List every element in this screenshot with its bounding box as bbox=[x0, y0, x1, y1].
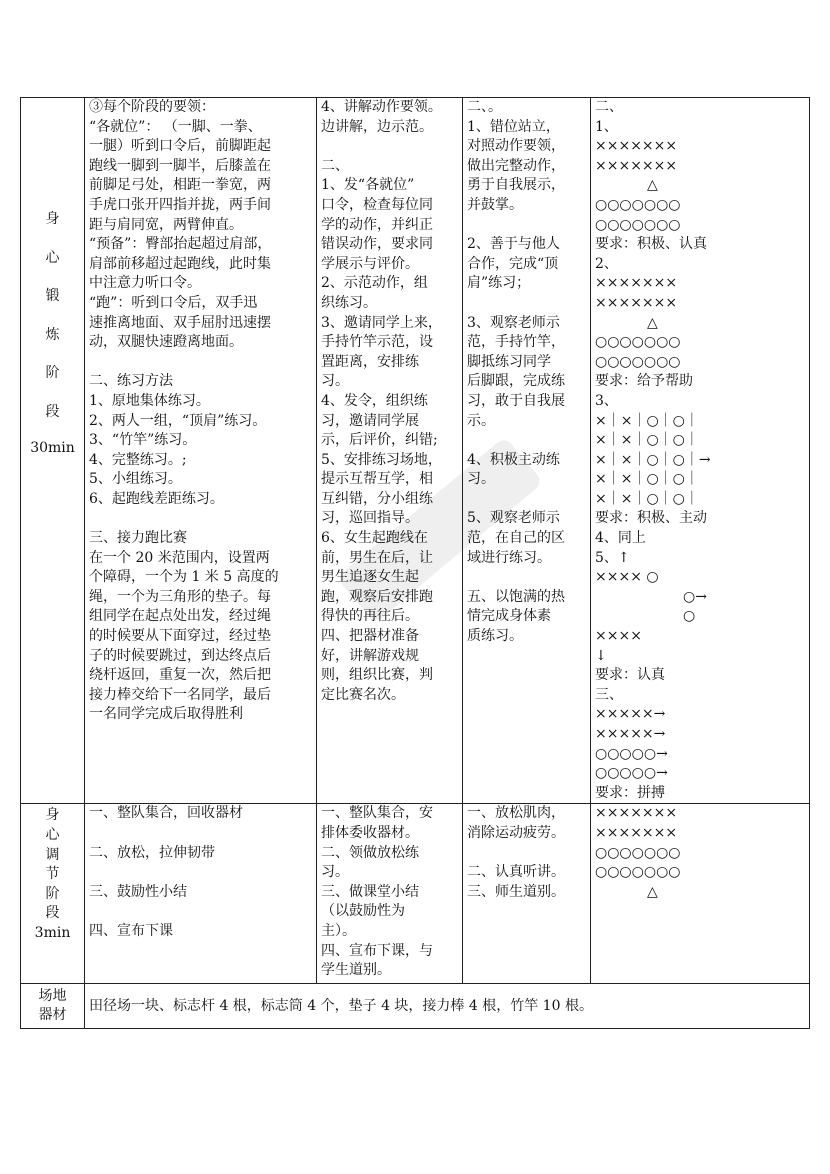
text-line: 示，后评价，纠错; bbox=[321, 432, 438, 449]
text-line: 习。 bbox=[467, 471, 495, 488]
text-line: ○○○○○○○ bbox=[595, 353, 681, 370]
teacher-activity-cell bbox=[317, 98, 463, 804]
text-line: 二、领做放松练 bbox=[321, 844, 419, 861]
text-line: “各就位”： （一脚、一拳、 bbox=[89, 118, 262, 135]
text-line: 5、↑ bbox=[595, 549, 630, 566]
text-line: 得快的再往后。 bbox=[321, 608, 419, 625]
text-line: 范，在自己的区 bbox=[467, 530, 565, 547]
text-line: ○ bbox=[683, 608, 696, 625]
text-line: 合作，完成“顶 bbox=[467, 255, 559, 272]
text-line: 要求：拼搏 bbox=[595, 784, 665, 801]
text-line: 四、宣布下课，与 bbox=[321, 942, 433, 959]
text-line: 范，手持竹竿， bbox=[467, 334, 565, 351]
text-line: ○○○○○○○ bbox=[595, 844, 681, 861]
text-line: 要求：积极、认真 bbox=[595, 236, 707, 253]
organization-cell bbox=[591, 804, 810, 984]
text-line: 肩部前移超过起跑线，此时集 bbox=[89, 255, 271, 272]
teacher-activity-cell bbox=[317, 804, 463, 984]
text-line: ○○○○○○○ bbox=[595, 334, 681, 351]
text-line: ×｜×｜○｜○｜→ bbox=[595, 451, 711, 468]
text-line: 男生追逐女生起 bbox=[321, 569, 419, 586]
text-line: 3、观察老师示 bbox=[467, 314, 560, 331]
text-line: ○○○○○→ bbox=[595, 765, 668, 782]
text-line: 口令，检查每位同 bbox=[321, 196, 433, 213]
text-line: 绕杆返回，重复一次，然后把 bbox=[89, 667, 271, 684]
text-line: “预备”：臀部抬起超过肩部， bbox=[89, 236, 272, 253]
text-line: 3、邀请同学上来， bbox=[321, 314, 442, 331]
text-line: 跑线一脚到一脚半，后膝盖在 bbox=[89, 157, 271, 174]
text-line: 2、两人一组，“顶肩”练习。 bbox=[89, 412, 267, 429]
text-line bbox=[467, 568, 586, 588]
text-line: 置距离，安排练 bbox=[321, 353, 419, 370]
text-line: 一、整队集合，安 bbox=[321, 805, 433, 822]
text-line: 5、安排练习场地， bbox=[321, 451, 442, 468]
text-line: 1、原地集体练习。 bbox=[89, 392, 210, 409]
text-line: 二、 bbox=[595, 99, 623, 115]
text-line: 习，巡回指导。 bbox=[321, 510, 419, 527]
text-line: 手持竹竿示范，设 bbox=[321, 334, 433, 351]
text-line bbox=[89, 863, 312, 883]
text-line: 前，男生在后，让 bbox=[321, 549, 433, 566]
text-line: 1、发“各就位” bbox=[321, 177, 415, 194]
text-line: 1、 bbox=[595, 118, 618, 135]
text-line: 三、师生道别。 bbox=[467, 883, 565, 900]
text-line: 3、“竹竿”练习。 bbox=[89, 432, 197, 449]
table-row-exercise-stage bbox=[21, 98, 810, 804]
content-cell bbox=[85, 804, 317, 984]
text-line: 做出完整动作， bbox=[467, 157, 565, 174]
text-line: 错误动作，要求同 bbox=[321, 236, 433, 253]
text-line: 学的动作，并纠正 bbox=[321, 216, 433, 233]
text-line: ××××××× bbox=[595, 805, 678, 822]
organization-cell bbox=[591, 98, 810, 804]
text-line: 五、以饱满的热 bbox=[467, 588, 565, 605]
text-line: 情完成身体素 bbox=[467, 608, 551, 625]
text-line: ×××× bbox=[595, 628, 642, 645]
text-line: 要求：认真 bbox=[595, 667, 665, 684]
text-line: 后脚跟，完成练 bbox=[467, 373, 565, 390]
text-line: 2、善于与他人 bbox=[467, 236, 560, 253]
text-line: 互纠错，分小组练 bbox=[321, 490, 433, 507]
text-line: 学生道别。 bbox=[321, 962, 391, 979]
text-line: ×××××→ bbox=[595, 706, 666, 723]
text-line bbox=[467, 216, 586, 236]
text-line: 距与肩同宽，两臂伸直。 bbox=[89, 216, 243, 233]
text-line: 2、示范动作，组 bbox=[321, 275, 428, 292]
text-line: 手虎口张开四指并拢，两手间 bbox=[89, 196, 271, 213]
text-line: 习，敢于自我展 bbox=[467, 392, 565, 409]
text-line: 6、女生起跑线在 bbox=[321, 530, 428, 547]
text-line: 一名同学完成后取得胜利 bbox=[89, 706, 243, 723]
text-line: 域进行练习。 bbox=[467, 549, 551, 566]
text-line bbox=[467, 294, 586, 314]
text-line: 则，组织比赛，判 bbox=[321, 667, 433, 684]
text-line: 要求：给予帮助 bbox=[595, 373, 693, 390]
table-row-cooldown-stage bbox=[21, 804, 810, 984]
text-line: 中注意力听口令。 bbox=[89, 275, 201, 292]
text-line: △ bbox=[647, 883, 658, 900]
content-cell bbox=[85, 98, 317, 804]
text-line: 5、小组练习。 bbox=[89, 471, 182, 488]
text-line: 二、 bbox=[321, 157, 349, 174]
text-line: ○→ bbox=[683, 588, 707, 605]
text-line: 边讲解，边示范。 bbox=[321, 118, 433, 135]
text-line: 一、整队集合，回收器材 bbox=[89, 805, 243, 822]
text-line: 6、起跑线差距练习。 bbox=[89, 490, 224, 507]
text-line bbox=[467, 490, 586, 510]
text-line: △ bbox=[647, 314, 658, 331]
text-line: 4、讲解动作要领。 bbox=[321, 99, 442, 115]
text-line: ③每个阶段的要领： bbox=[89, 99, 215, 115]
text-line: 消除运动疲劳。 bbox=[467, 824, 565, 841]
text-line bbox=[89, 353, 312, 373]
text-line: 三、 bbox=[595, 686, 623, 703]
text-line: 对照动作要领， bbox=[467, 138, 565, 155]
text-line: 绳，一个为三角形的垫子。每 bbox=[89, 588, 271, 605]
text-line: 并鼓掌。 bbox=[467, 196, 523, 213]
text-line: 动，双腿快速蹬离地面。 bbox=[89, 334, 243, 351]
text-line: 4、完整练习。; bbox=[89, 451, 187, 468]
text-line: 习。 bbox=[321, 373, 349, 390]
text-line: 要求：积极、主动 bbox=[595, 510, 707, 527]
text-line: 脚抵练习同学 bbox=[467, 353, 551, 370]
stage-cell: 身 心 调 节 阶 段 3min bbox=[21, 804, 85, 984]
text-line: 二、放松，拉伸韧带 bbox=[89, 844, 215, 861]
text-line: ×｜×｜○｜○｜ bbox=[595, 432, 699, 449]
text-line: ○○○○○○○ bbox=[595, 196, 681, 213]
text-line: 习，邀请同学展 bbox=[321, 412, 419, 429]
text-line: 三、鼓励性小结 bbox=[89, 883, 187, 900]
text-line: ×｜×｜○｜○｜ bbox=[595, 490, 699, 507]
text-line: 三、接力跑比赛 bbox=[89, 530, 187, 547]
text-line: 接力棒交给下一名同学，最后 bbox=[89, 686, 271, 703]
student-activity-cell bbox=[463, 98, 591, 804]
text-line: 一腿）听到口令后，前脚距起 bbox=[89, 138, 271, 155]
text-line: 速推离地面、双手屈肘迅速摆 bbox=[89, 314, 271, 331]
text-line: 提示互帮互学，相 bbox=[321, 471, 433, 488]
text-line: 定比赛名次。 bbox=[321, 686, 405, 703]
text-line: 学展示与评价。 bbox=[321, 255, 419, 272]
text-line: ○○○○○→ bbox=[595, 745, 668, 762]
text-line: ××××××× bbox=[595, 275, 678, 292]
text-line: 二、。 bbox=[467, 99, 502, 115]
text-line: ○○○○○○○ bbox=[595, 216, 681, 233]
text-line: 3、 bbox=[595, 392, 618, 409]
text-line bbox=[467, 431, 586, 451]
text-line: ×××××→ bbox=[595, 726, 666, 742]
text-line: 二、认真听讲。 bbox=[467, 864, 565, 881]
text-line: 肩”练习； bbox=[467, 275, 531, 292]
text-line: 在一个 20 米范围内，设置两 bbox=[89, 549, 270, 566]
stage-time: 30min bbox=[30, 440, 75, 456]
text-line: 的时候要从下面穿过，经过垫 bbox=[89, 628, 271, 645]
text-line: （以鼓励性为 bbox=[321, 903, 405, 920]
text-line: 跑，观察后安排跑 bbox=[321, 588, 433, 605]
text-line: 一、放松肌肉， bbox=[467, 805, 565, 822]
text-line bbox=[89, 824, 312, 844]
student-activity-cell bbox=[463, 804, 591, 984]
lesson-table bbox=[20, 97, 810, 1029]
text-line: ××××××× bbox=[595, 138, 678, 155]
text-line: 子的时候要跳过，到达终点后 bbox=[89, 647, 271, 664]
text-line: 前脚足弓处，相距一拳宽，两 bbox=[89, 177, 271, 194]
equipment-list: 田径场一块、标志杆 4 根，标志筒 4 个，垫子 4 块，接力棒 4 根，竹竿 10 根。 bbox=[85, 984, 810, 1029]
text-line: 1、错位站立， bbox=[467, 118, 560, 135]
text-line: 个障碍，一个为 1 米 5 高度的 bbox=[89, 569, 279, 586]
text-line: 织练习。 bbox=[321, 294, 377, 311]
text-line: 组同学在起点处出发，经过绳 bbox=[89, 608, 271, 625]
text-line: 4、积极主动练 bbox=[467, 451, 560, 468]
equipment-label: 场地 器材 bbox=[21, 984, 85, 1029]
text-line: 示。 bbox=[467, 412, 495, 429]
text-line: 四、宣布下课 bbox=[89, 922, 173, 939]
text-line: “跑”：听到口令后，双手迅 bbox=[89, 294, 258, 311]
text-line: ××××××× bbox=[595, 157, 678, 174]
stage-time: 3min bbox=[34, 924, 71, 941]
text-line: 好，讲解游戏规 bbox=[321, 647, 419, 664]
table-row-equipment bbox=[21, 984, 810, 1029]
text-line: 二、练习方法 bbox=[89, 373, 173, 390]
text-line: 排体委收器材。 bbox=[321, 824, 419, 841]
text-line: 质练习。 bbox=[467, 628, 523, 645]
text-line: ×｜×｜○｜○｜ bbox=[595, 471, 699, 488]
text-line: ×｜×｜○｜○｜ bbox=[595, 412, 699, 429]
text-line bbox=[89, 902, 312, 922]
text-line bbox=[321, 137, 458, 157]
text-line: 勇于自我展示， bbox=[467, 177, 565, 194]
text-line: 4、发令，组织练 bbox=[321, 392, 428, 409]
stage-cell: 身 心 锻 炼 阶 段 30min bbox=[21, 98, 85, 804]
text-line: 四、把器材准备 bbox=[321, 628, 419, 645]
text-line: ○○○○○○○ bbox=[595, 864, 681, 881]
text-line bbox=[467, 844, 586, 864]
text-line: 5、观察老师示 bbox=[467, 510, 560, 527]
text-line: ↓ bbox=[595, 647, 607, 664]
text-line: ×××× ○ bbox=[595, 569, 659, 586]
text-line bbox=[89, 509, 312, 529]
text-line: 三、做课堂小结 bbox=[321, 883, 419, 900]
text-line: 主）。 bbox=[321, 922, 356, 939]
text-line: 2、 bbox=[595, 255, 618, 272]
text-line: 习。 bbox=[321, 864, 349, 881]
text-line: ××××××× bbox=[595, 824, 678, 841]
text-line: △ bbox=[647, 177, 658, 194]
text-line: ××××××× bbox=[595, 294, 678, 311]
text-line: 4、同上 bbox=[595, 530, 646, 547]
